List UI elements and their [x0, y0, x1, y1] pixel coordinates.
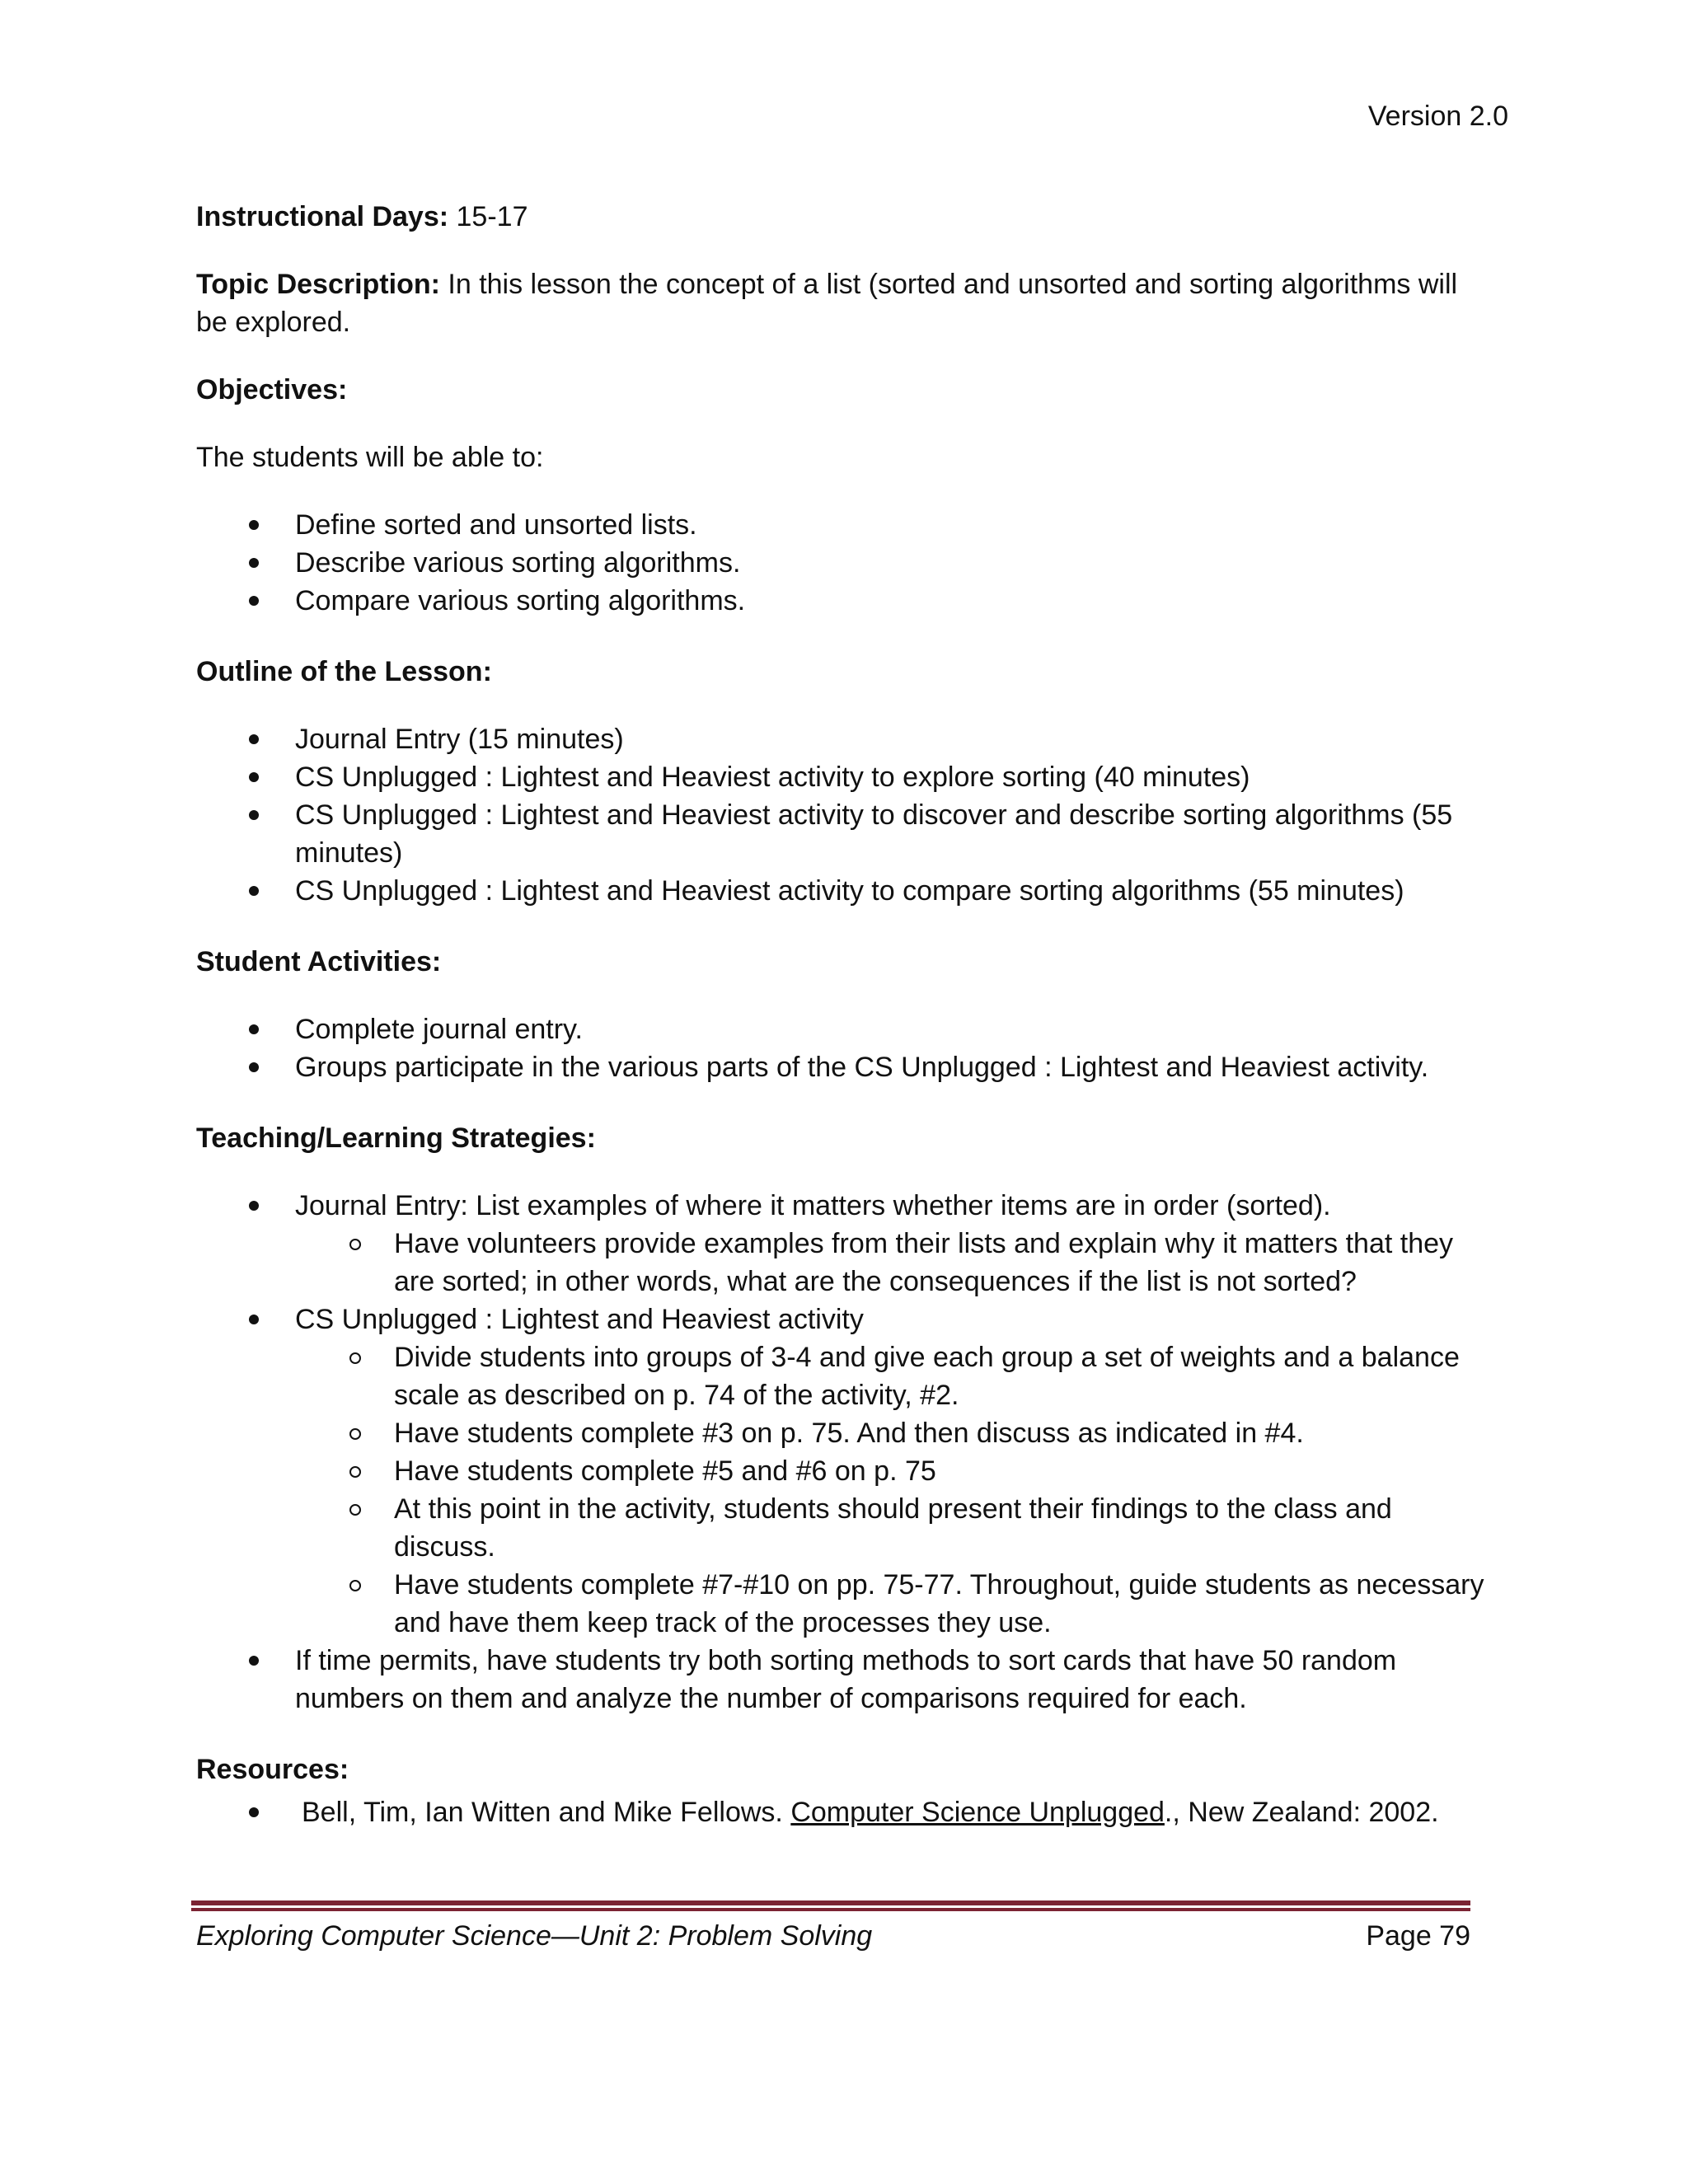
topic-description-text: In this lesson the concept of a list (sorted and unsorted and sorting algorithms will be explored.: [196, 269, 1458, 338]
resources-heading: Resources:: [196, 1754, 349, 1785]
strategies-list: [196, 1187, 1490, 1718]
footer-rule-thick: [191, 1900, 1470, 1905]
version-label: Version 2.0: [1367, 101, 1508, 132]
footer-rule-thin: [191, 1908, 1470, 1911]
objectives-intro: The students will be able to:: [196, 442, 544, 473]
student-activities-heading: Student Activities:: [196, 946, 442, 977]
footer-rule: [191, 1900, 1470, 1911]
strategy-text: CS Unplugged : Lightest and Heaviest activity: [295, 1304, 864, 1335]
objective-item: Compare various sorting algorithms.: [196, 582, 1490, 620]
strategy-subitem: Have volunteers provide examples from their lists and explain why it matters that they are sorted; in other words, what are the consequences if the list is not sorted?: [295, 1225, 1490, 1301]
resource-rest: ., New Zealand: 2002.: [1164, 1797, 1439, 1828]
resource-authors: Bell, Tim, Ian Witten and Mike Fellows.: [302, 1797, 791, 1828]
resource-title: Computer Science Unplugged: [790, 1797, 1165, 1828]
instructional-days-label: Instructional Days:: [196, 201, 449, 232]
resources-list: [196, 1793, 1490, 1831]
activity-item: Complete journal entry.: [196, 1010, 1490, 1048]
resource-item: [196, 1793, 1490, 1831]
outline-list: [196, 720, 1490, 910]
strategy-subitem: Have students complete #3 on p. 75. And then discuss as indicated in #4.: [295, 1414, 1490, 1452]
strategy-item: [196, 1642, 1490, 1718]
document-body: [196, 198, 1490, 1864]
objective-item: Describe various sorting algorithms.: [196, 544, 1490, 582]
instructional-days: [196, 198, 1490, 236]
objectives-heading: Objectives:: [196, 374, 348, 405]
strategy-item: [196, 1187, 1490, 1301]
outline-item: CS Unplugged : Lightest and Heaviest activity to discover and describe sorting algorithms (55 minutes): [196, 796, 1490, 872]
strategies-heading: Teaching/Learning Strategies:: [196, 1122, 596, 1154]
topic-description-label: Topic Description:: [196, 269, 440, 300]
strategy-subitem: Have students complete #7-#10 on pp. 75-77. Throughout, guide students as necessary and have them keep track of the processes they use.: [295, 1566, 1490, 1642]
strategy-text: Journal Entry: List examples of where it matters whether items are in order (sorted).: [295, 1190, 1331, 1221]
strategy-subitem: At this point in the activity, students should present their findings to the class and discuss.: [295, 1490, 1490, 1566]
outline-item: CS Unplugged : Lightest and Heaviest activity to compare sorting algorithms (55 minutes): [196, 872, 1490, 910]
objectives-list: [196, 506, 1490, 620]
strategy-sublist: [295, 1338, 1490, 1642]
outline-item: CS Unplugged : Lightest and Heaviest activity to explore sorting (40 minutes): [196, 758, 1490, 796]
strategy-item: [196, 1301, 1490, 1642]
strategy-text: If time permits, have students try both sorting methods to sort cards that have 50 random numbers on them and analyze the number of comparisons required for each.: [295, 1645, 1397, 1714]
footer-title: Exploring Computer Science—Unit 2: Problem Solving: [196, 1920, 873, 1952]
outline-item: Journal Entry (15 minutes): [196, 720, 1490, 758]
strategy-subitem: Divide students into groups of 3-4 and give each group a set of weights and a balance scale as described on p. 74 of the activity, #2.: [295, 1338, 1490, 1414]
student-activities-list: [196, 1010, 1490, 1086]
outline-heading: Outline of the Lesson:: [196, 656, 492, 687]
page-number: Page 79: [1366, 1920, 1470, 1952]
activity-item: Groups participate in the various parts of the CS Unplugged : Lightest and Heaviest activity.: [196, 1048, 1490, 1086]
strategy-sublist: [295, 1225, 1490, 1301]
topic-description: [196, 265, 1490, 341]
strategy-subitem: Have students complete #5 and #6 on p. 75: [295, 1452, 1490, 1490]
objective-item: Define sorted and unsorted lists.: [196, 506, 1490, 544]
instructional-days-value: 15-17: [448, 201, 528, 232]
